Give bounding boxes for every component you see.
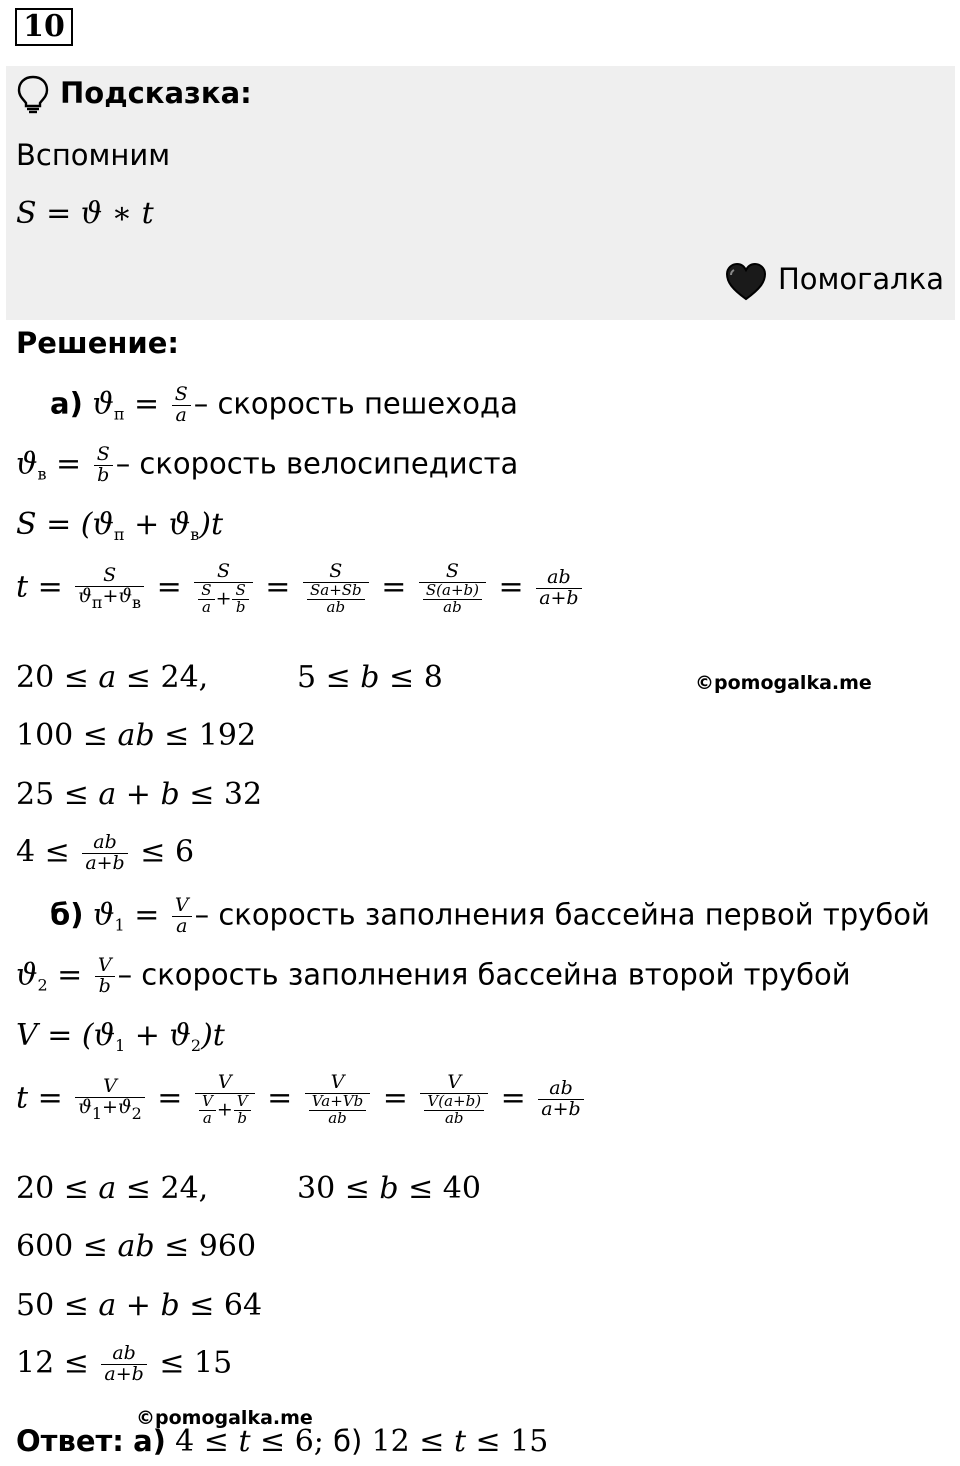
pipe1-speed-text: – скорость заполнения бассейна первой трубой — [194, 897, 930, 932]
part-a-range-b: 5 ≤ 𝑏 ≤ 8 — [297, 660, 443, 695]
part-a-time-formula: t = $\frac{S}{ϑ_п+ϑ_в}$ = S $\frac{S}{a}$ + $\frac{S}{b}$ = $\frac{S}{\frac{Sa+Sb}{ab}}$ = $\frac{S}{\frac{S(a+b)}{ab}}$ = $\frac{ab}{a+b}$ — [16, 562, 585, 615]
walker-speed-text: – скорость пешехода — [193, 386, 518, 421]
watermark-top: ©pomogalka.me — [695, 672, 872, 694]
answer-b-value: 12 ≤ 𝑡 ≤ 15 — [371, 1424, 549, 1459]
solution-heading: Решение: — [16, 326, 180, 360]
part-a-result: 4 ≤ $\frac{ab}{a+b}$ ≤ 6 — [16, 831, 195, 874]
part-b-sum: 50 ≤ 𝑎 + 𝑏 ≤ 64 — [16, 1288, 263, 1323]
hint-intro: Вспомним — [16, 138, 171, 172]
answer-line — [16, 1424, 548, 1459]
part-a-sum: 25 ≤ 𝑎 + 𝑏 ≤ 32 — [16, 777, 263, 812]
part-b-volume-formula: $V = (ϑ_1 + ϑ_2)t$ — [16, 1018, 225, 1055]
part-b-product: 600 ≤ 𝑎𝑏 ≤ 960 — [16, 1229, 257, 1264]
part-b-pipe2-speed: $ϑ_2$ = $\frac{V}{b}$ – скорость заполнения бассейна второй трубой — [16, 954, 851, 997]
heart-icon — [724, 262, 768, 306]
part-a-result-right: ≤ 6 — [140, 834, 195, 870]
part-b-result: 12 ≤ $\frac{ab}{a+b}$ ≤ 15 — [16, 1342, 233, 1385]
lightbulb-icon — [16, 74, 50, 118]
part-b-range-b: 30 ≤ 𝑏 ≤ 40 — [297, 1171, 481, 1206]
answer-b-label: б) — [333, 1424, 363, 1458]
hint-title: Подсказка: — [60, 76, 252, 110]
answer-a-value: 4 ≤ 𝑡 ≤ 6; — [175, 1424, 324, 1459]
cyclist-speed-text: – скорость велосипедиста — [115, 446, 519, 481]
part-b-time-formula: t = $\frac{V}{ϑ_1+ϑ_2}$ = V $\frac{V}{a}$ + $\frac{V}{b}$ = $\frac{V}{\frac{Va+Vb}{ab}}$ = $\frac{V}{\frac{V(a+b)}{ab}}$ = $\frac{ab}{a+b}$ — [16, 1073, 587, 1126]
watermark-bottom: ©pomogalka.me — [136, 1407, 313, 1429]
part-b-result-left: 12 ≤ — [16, 1345, 89, 1381]
answer-a-label: а) — [133, 1424, 166, 1458]
part-b-result-right: ≤ 15 — [159, 1345, 233, 1381]
pipe2-speed-text: – скорость заполнения бассейна второй трубой — [117, 957, 851, 992]
part-b-pipe1-speed: б) $ϑ_1$ = $\frac{V}{a}$ – скорость заполнения бассейна первой трубой — [50, 894, 930, 937]
part-a-range-a: 20 ≤ 𝑎 ≤ 24, — [16, 660, 209, 695]
part-a-cyclist-speed: $ϑ_в$ = $\frac{S}{b}$ – скорость велосипедиста — [16, 443, 519, 486]
part-a-result-left: 4 ≤ — [16, 834, 70, 870]
part-b-label: б) — [50, 897, 84, 932]
answer-label: Ответ: — [16, 1424, 124, 1458]
part-b-range-a: 20 ≤ 𝑎 ≤ 24, — [16, 1171, 209, 1206]
part-a-walker-speed: а) $ϑ_п$ = $\frac{S}{a}$ – скорость пешехода — [50, 383, 518, 426]
part-a-product: 100 ≤ 𝑎𝑏 ≤ 192 — [16, 718, 257, 753]
part-a-label: а) — [50, 386, 83, 421]
hint-formula: S = ϑ ∗ t — [16, 196, 154, 231]
task-number: 10 — [15, 8, 73, 46]
part-a-distance-formula: $S = (ϑ_п + ϑ_в)t$ — [16, 507, 224, 544]
brand-name: Помогалка — [778, 262, 944, 296]
